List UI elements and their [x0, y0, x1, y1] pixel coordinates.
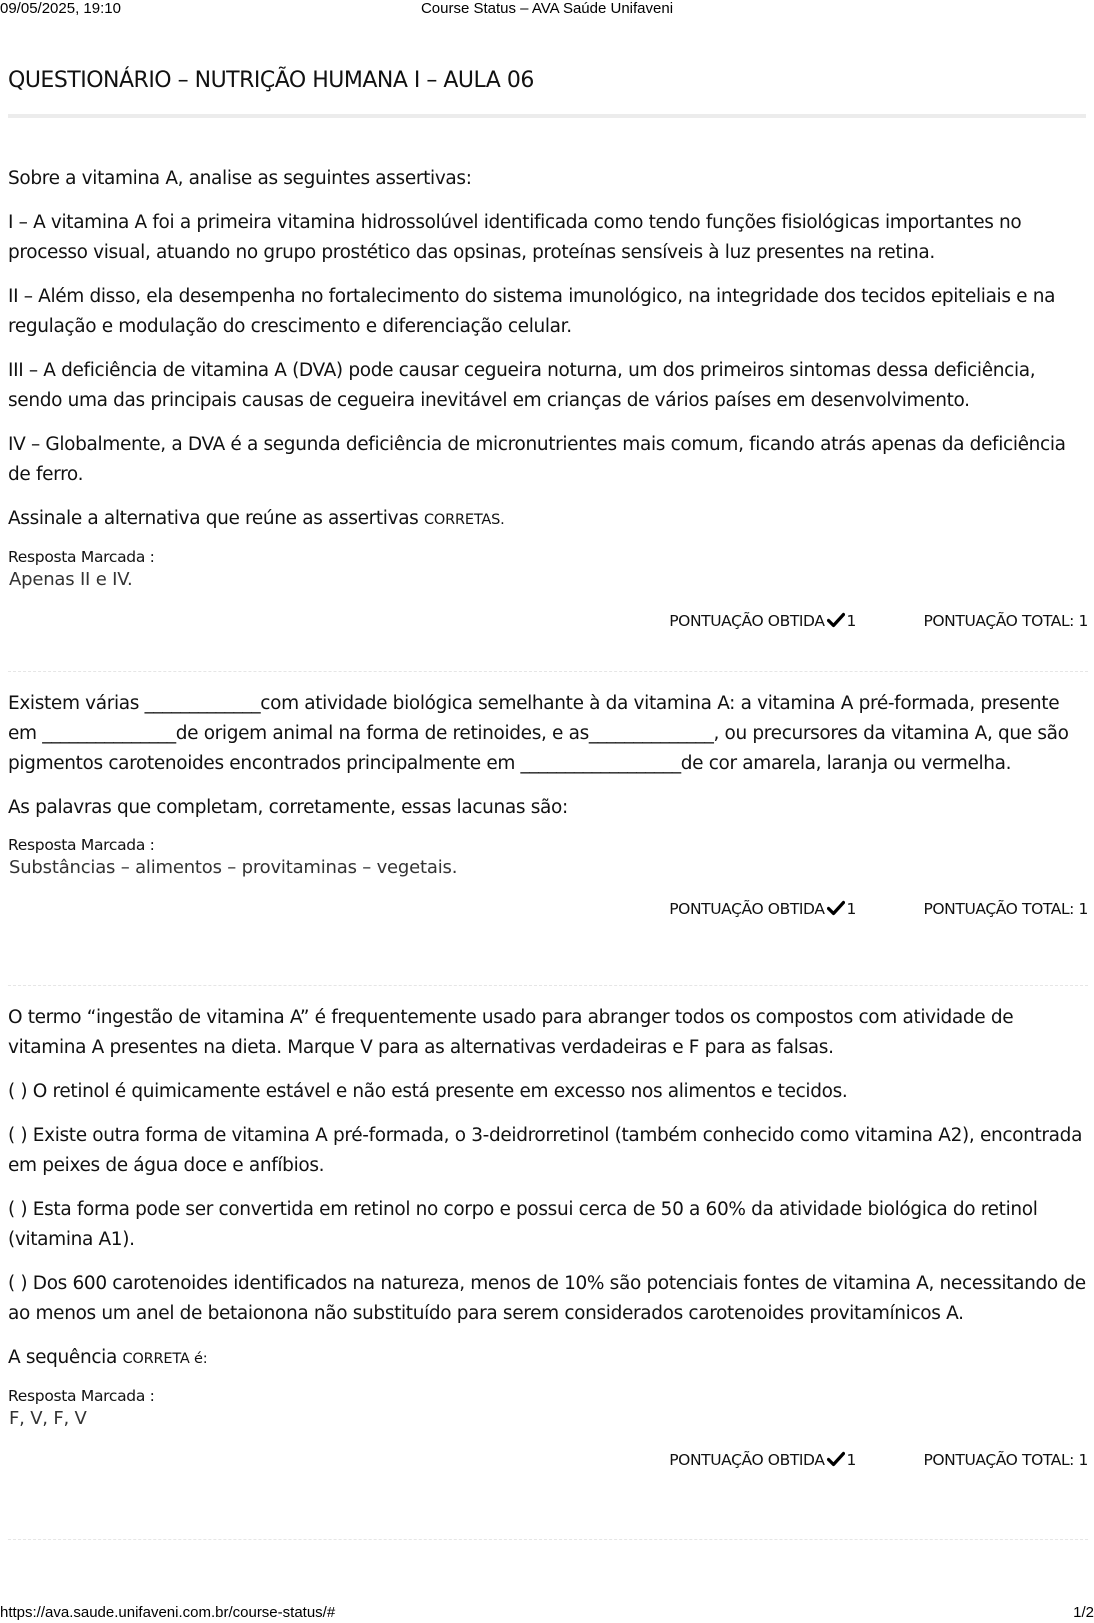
true-false-item: ( ) O retinol é quimicamente estável e não está presente em excesso nos alimentos e tecidos.: [8, 1081, 848, 1102]
true-false-item: ( ) Esta forma pode ser convertida em retinol no corpo e possui cerca de 50 a 60% da atividade biológica do retinol (vitamina A1).: [8, 1199, 1038, 1250]
check-icon: [827, 612, 845, 628]
score-total: PONTUAÇÃO TOTAL: 1: [923, 612, 1088, 630]
score-total: PONTUAÇÃO TOTAL: 1: [923, 900, 1088, 918]
question-intro: Existem várias _____________com atividade biológica semelhante à da vitamina A: a vitamina A pré-formada, presente em _______________de origem animal na forma de retinoides, e as______________, ou precursores da vitamina A, que são pigmentos carotenoides encontrados principalmente em __________________de cor amarela, laranja ou vermelha.: [8, 693, 1069, 774]
assertive-item: I – A vitamina A foi a primeira vitamina hidrossolúvel identificada como tendo funções fisiológicas importantes no processo visual, atuando no grupo prostético das opsinas, proteínas sensíveis à luz presentes na retina.: [8, 212, 1022, 263]
prompt-emphasis: CORRETAS.: [424, 512, 505, 528]
score-obtained-label: PONTUAÇÃO OBTIDA: [669, 1451, 825, 1469]
marked-answer: Apenas II e IV.: [9, 569, 133, 590]
score-row: [8, 1448, 1088, 1472]
print-datetime: 09/05/2025, 19:10: [0, 0, 121, 17]
question-intro: Sobre a vitamina A, analise as seguintes assertivas:: [8, 168, 472, 189]
question-prompt: As palavras que completam, corretamente, essas lacunas são:: [8, 797, 568, 818]
score-obtained-value: 1: [846, 1451, 856, 1469]
question-1: [8, 164, 1088, 633]
question-2: [8, 689, 1088, 921]
question-divider: [8, 985, 1088, 986]
true-false-item: ( ) Dos 600 carotenoides identificados na natureza, menos de 10% são potenciais fontes de vitamina A, necessitando de ao menos um anel de betaionona não substituído para serem considerados carotenoides provitamínicos A.: [8, 1273, 1086, 1324]
marked-answer: Substâncias – alimentos – provitaminas – vegetais.: [9, 857, 458, 878]
prompt-text: A sequência: [8, 1347, 123, 1368]
print-page-number: 1/2: [1073, 1604, 1094, 1621]
print-footer: [0, 1604, 1094, 1622]
question-prompt: [8, 504, 1088, 535]
check-icon: [827, 900, 845, 916]
assertive-item: IV – Globalmente, a DVA é a segunda deficiência de micronutrientes mais comum, ficando atrás apenas da deficiência de ferro.: [8, 434, 1066, 485]
assertive-item: II – Além disso, ela desempenha no fortalecimento do sistema imunológico, na integridade dos tecidos epiteliais e na regulação e modulação do crescimento e diferenciação celular.: [8, 286, 1056, 337]
marked-answer: F, V, F, V: [9, 1408, 87, 1429]
score-obtained: [669, 1448, 856, 1472]
question-intro: O termo “ingestão de vitamina A” é frequentemente usado para abranger todos os compostos com atividade de vitamina A presentes na dieta. Marque V para as alternativas verdadeiras e F para as falsas.: [8, 1007, 1014, 1058]
question-3: [8, 1003, 1088, 1472]
title-divider: [8, 114, 1086, 118]
score-obtained: [669, 609, 856, 633]
score-total: PONTUAÇÃO TOTAL: 1: [923, 1451, 1088, 1469]
score-obtained-value: 1: [846, 900, 856, 918]
true-false-item: ( ) Existe outra forma de vitamina A pré-formada, o 3-deidrorretinol (também conhecido como vitamina A2), encontrada em peixes de água doce e anfíbios.: [8, 1125, 1083, 1176]
answer-label: Resposta Marcada :: [8, 1387, 155, 1405]
print-url[interactable]: https://ava.saude.unifaveni.com.br/course-status/#: [0, 1604, 336, 1621]
score-obtained-label: PONTUAÇÃO OBTIDA: [669, 612, 825, 630]
assertive-item: III – A deficiência de vitamina A (DVA) pode causar cegueira noturna, um dos primeiros sintomas dessa deficiência, sendo uma das principais causas de cegueira inevitável em crianças de vários países em desenvolvimento.: [8, 360, 1036, 411]
question-prompt: [8, 1343, 1088, 1374]
print-header: [0, 0, 1094, 18]
question-divider: [8, 671, 1088, 672]
prompt-text: Assinale a alternativa que reúne as assertivas: [8, 508, 424, 529]
score-obtained: [669, 897, 856, 921]
prompt-emphasis: CORRETA é:: [122, 1351, 208, 1367]
check-icon: [827, 1451, 845, 1467]
question-divider: [8, 1539, 1088, 1540]
answer-label: Resposta Marcada :: [8, 836, 155, 854]
print-page-title: Course Status – AVA Saúde Unifaveni: [420, 0, 674, 17]
page-title: QUESTIONÁRIO – NUTRIÇÃO HUMANA I – AULA 06: [8, 68, 534, 93]
score-row: [8, 897, 1088, 921]
score-obtained-label: PONTUAÇÃO OBTIDA: [669, 900, 825, 918]
answer-label: Resposta Marcada :: [8, 548, 155, 566]
score-obtained-value: 1: [846, 612, 856, 630]
score-row: [8, 609, 1088, 633]
